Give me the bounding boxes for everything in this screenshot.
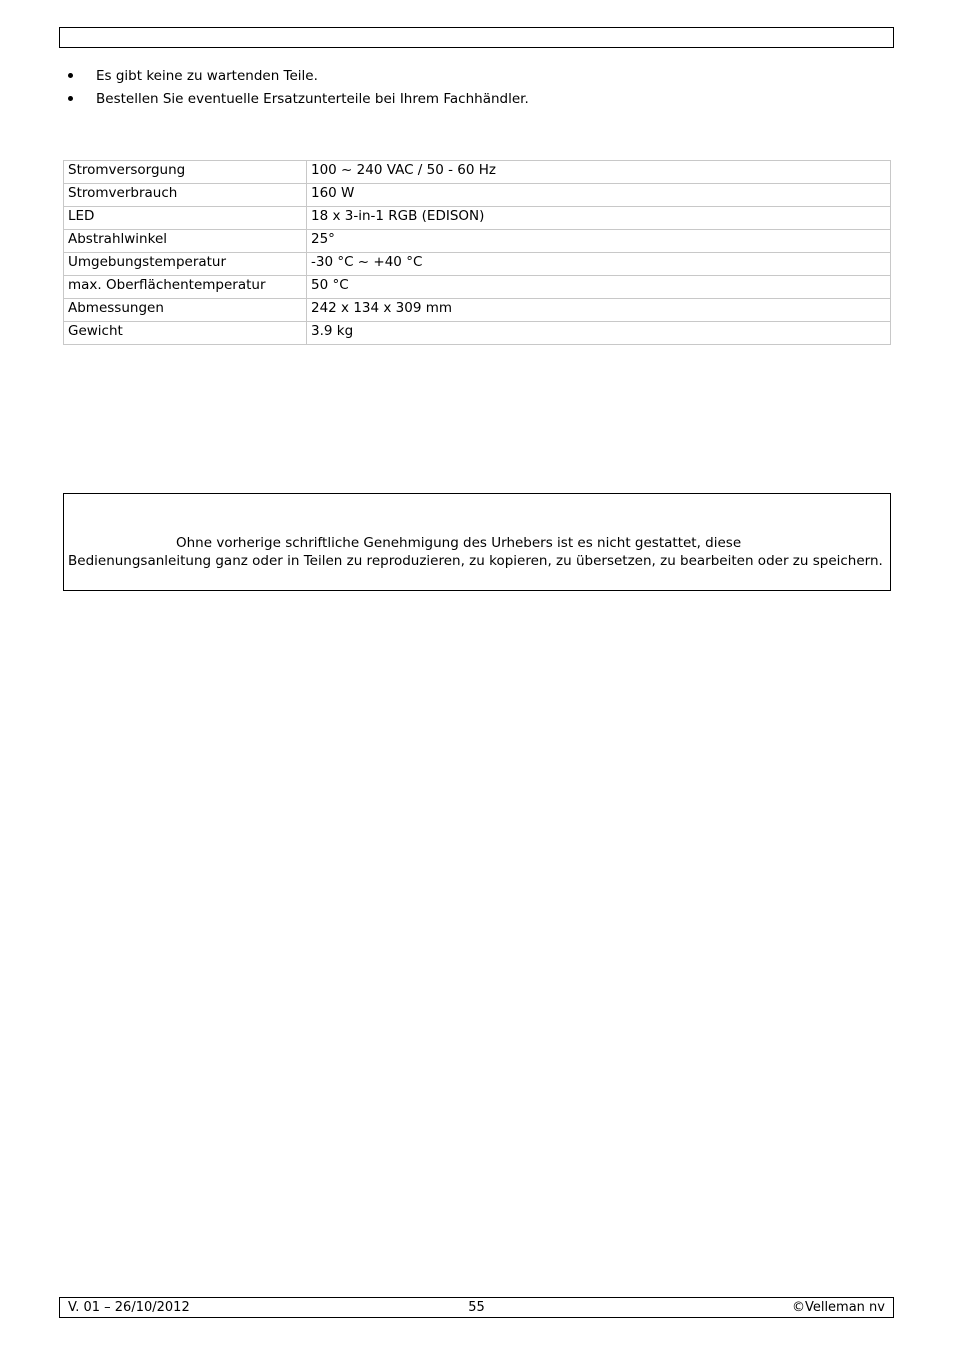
- table-row: [64, 161, 891, 184]
- bullet-text: Es gibt keine zu wartenden Teile.: [96, 68, 318, 84]
- page-number: 55: [468, 1300, 485, 1315]
- copyright-text: Ohne vorherige schriftliche Genehmigung des Urhebers ist es nicht gestattet, diese Bedienungsanleitung ganz oder in Teilen zu reproduzieren, zu kopieren, zu übersetzen, zu bearbeiten oder zu speichern.: [68, 535, 883, 569]
- spec-value: 3.9 kg: [307, 322, 891, 345]
- spec-value: -30 °C ~ +40 °C: [307, 253, 891, 276]
- table-row: [64, 253, 891, 276]
- bullet-text: Bestellen Sie eventuelle Ersatzunterteile bei Ihrem Fachhändler.: [96, 91, 529, 107]
- table-row: [64, 276, 891, 299]
- spec-value: 50 °C: [307, 276, 891, 299]
- page-footer: [59, 1297, 894, 1318]
- company-copyright: ©Velleman nv: [791, 1300, 885, 1315]
- version-date: V. 01 – 26/10/2012: [68, 1300, 190, 1315]
- table-row: [64, 184, 891, 207]
- table-row: [64, 299, 891, 322]
- spec-value: 25°: [307, 230, 891, 253]
- maintenance-bullet-list: [64, 67, 529, 113]
- header-box: [59, 27, 894, 48]
- spec-label: LED: [64, 207, 307, 230]
- list-item: [64, 67, 529, 90]
- spec-value: 160 W: [307, 184, 891, 207]
- spec-table: [63, 160, 891, 345]
- bullet-icon: [68, 73, 73, 78]
- spec-label: Stromverbrauch: [64, 184, 307, 207]
- table-row: [64, 230, 891, 253]
- bullet-icon: [68, 96, 73, 101]
- table-row: [64, 207, 891, 230]
- spec-value: 100 ~ 240 VAC / 50 - 60 Hz: [307, 161, 891, 184]
- spec-value: 242 x 134 x 309 mm: [307, 299, 891, 322]
- table-row: [64, 322, 891, 345]
- spec-label: max. Oberflächentemperatur: [64, 276, 307, 299]
- list-item: [64, 90, 529, 113]
- spec-label: Abmessungen: [64, 299, 307, 322]
- copyright-notice: [63, 493, 891, 591]
- spec-label: Stromversorgung: [64, 161, 307, 184]
- spec-label: Abstrahlwinkel: [64, 230, 307, 253]
- spec-label: Gewicht: [64, 322, 307, 345]
- spec-label: Umgebungstemperatur: [64, 253, 307, 276]
- spec-value: 18 x 3-in-1 RGB (EDISON): [307, 207, 891, 230]
